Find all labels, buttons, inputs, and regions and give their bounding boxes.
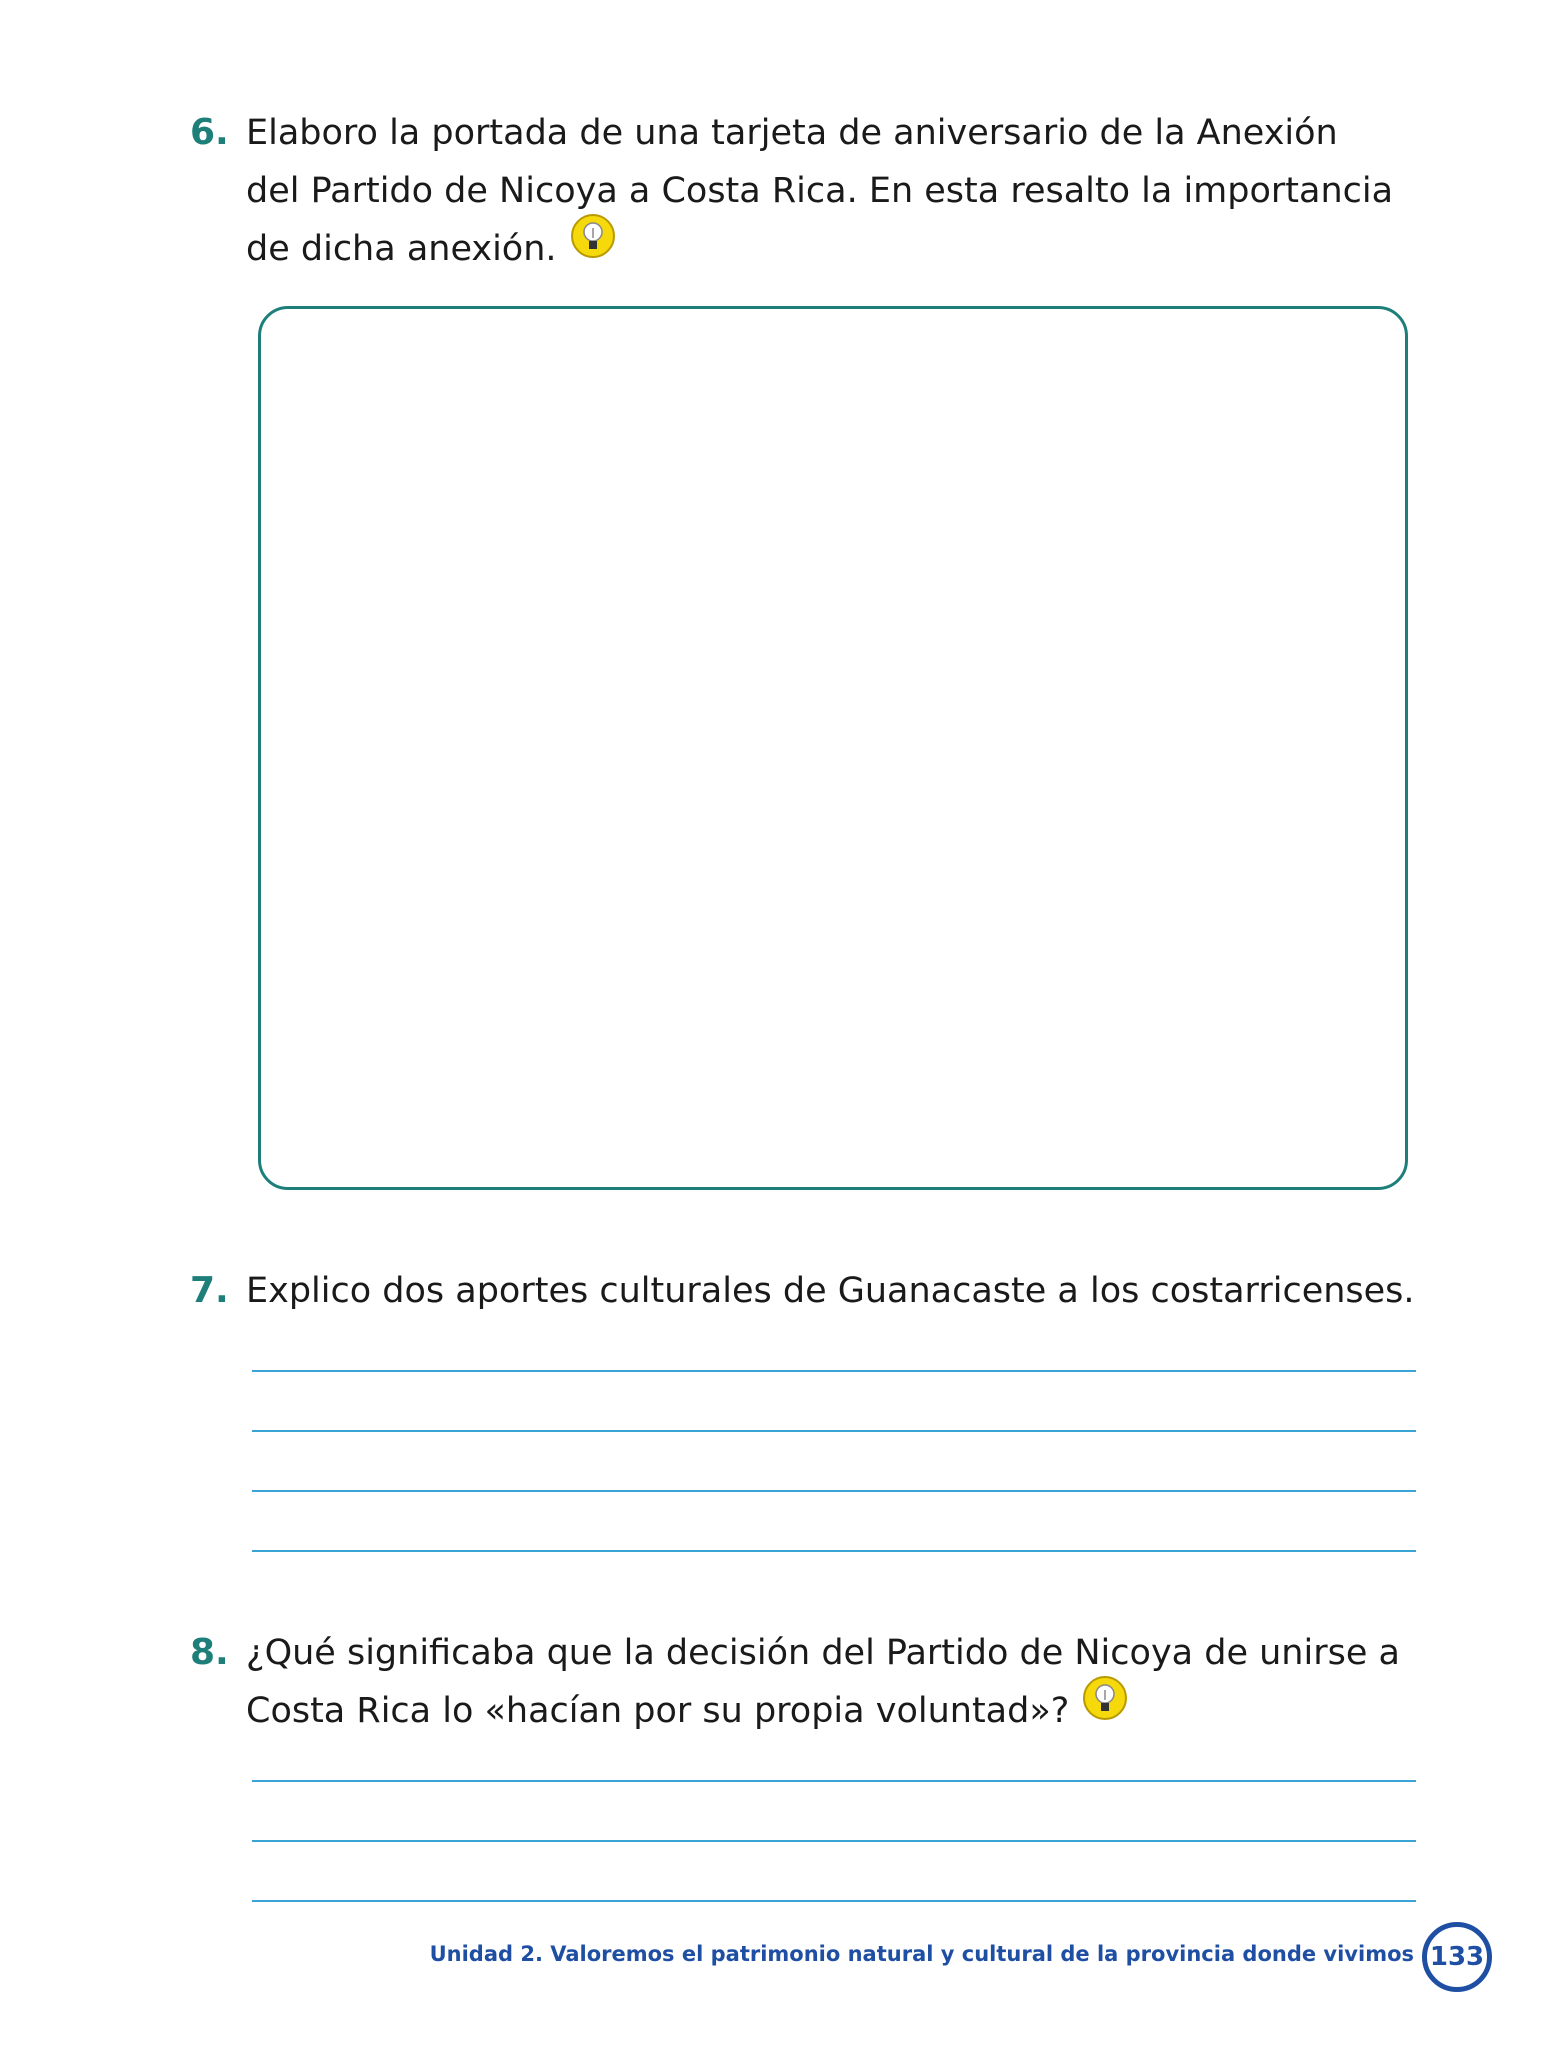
answer-line[interactable] [252, 1490, 1416, 1492]
page-footer [0, 1916, 1564, 1996]
answer-line[interactable] [252, 1430, 1416, 1432]
lightbulb-hint-icon [1081, 1674, 1129, 1740]
question-6 [190, 104, 1450, 284]
drawing-area[interactable] [258, 306, 1408, 1190]
question-8 [190, 1624, 1450, 1744]
question-text-line: Elaboro la portada de una tarjeta de aniversario de la Anexión [246, 113, 1338, 153]
answer-line[interactable] [252, 1550, 1416, 1552]
page-number-badge: 133 [1422, 1922, 1492, 1992]
question-text-line-last [246, 220, 1393, 278]
question-text-line: Explico dos aportes culturales de Guanacaste a los costarricenses. [246, 1271, 1415, 1311]
question-text [246, 1624, 1400, 1740]
question-text-line: de dicha anexión. [246, 229, 557, 269]
answer-line[interactable] [252, 1840, 1416, 1842]
question-text [246, 1262, 1415, 1320]
question-text-line-last [246, 1682, 1400, 1740]
answer-line[interactable] [252, 1370, 1416, 1372]
unit-title: Unidad 2. Valoremos el patrimonio natural y cultural de la provincia donde vivimos [429, 1942, 1414, 1966]
question-text-line: Costa Rica lo «hacían por su propia voluntad»? [246, 1691, 1070, 1731]
question-text [246, 104, 1393, 278]
question-number: 7. [190, 1270, 229, 1311]
question-number: 6. [190, 112, 229, 153]
question-number: 8. [190, 1632, 229, 1673]
question-text-line: del Partido de Nicoya a Costa Rica. En esta resalto la importancia [246, 171, 1394, 211]
answer-line[interactable] [252, 1900, 1416, 1902]
question-7 [190, 1262, 1450, 1322]
question-text-line: ¿Qué significaba que la decisión del Partido de Nicoya de unirse a [246, 1633, 1400, 1673]
lightbulb-hint-icon [569, 212, 617, 278]
answer-line[interactable] [252, 1780, 1416, 1782]
